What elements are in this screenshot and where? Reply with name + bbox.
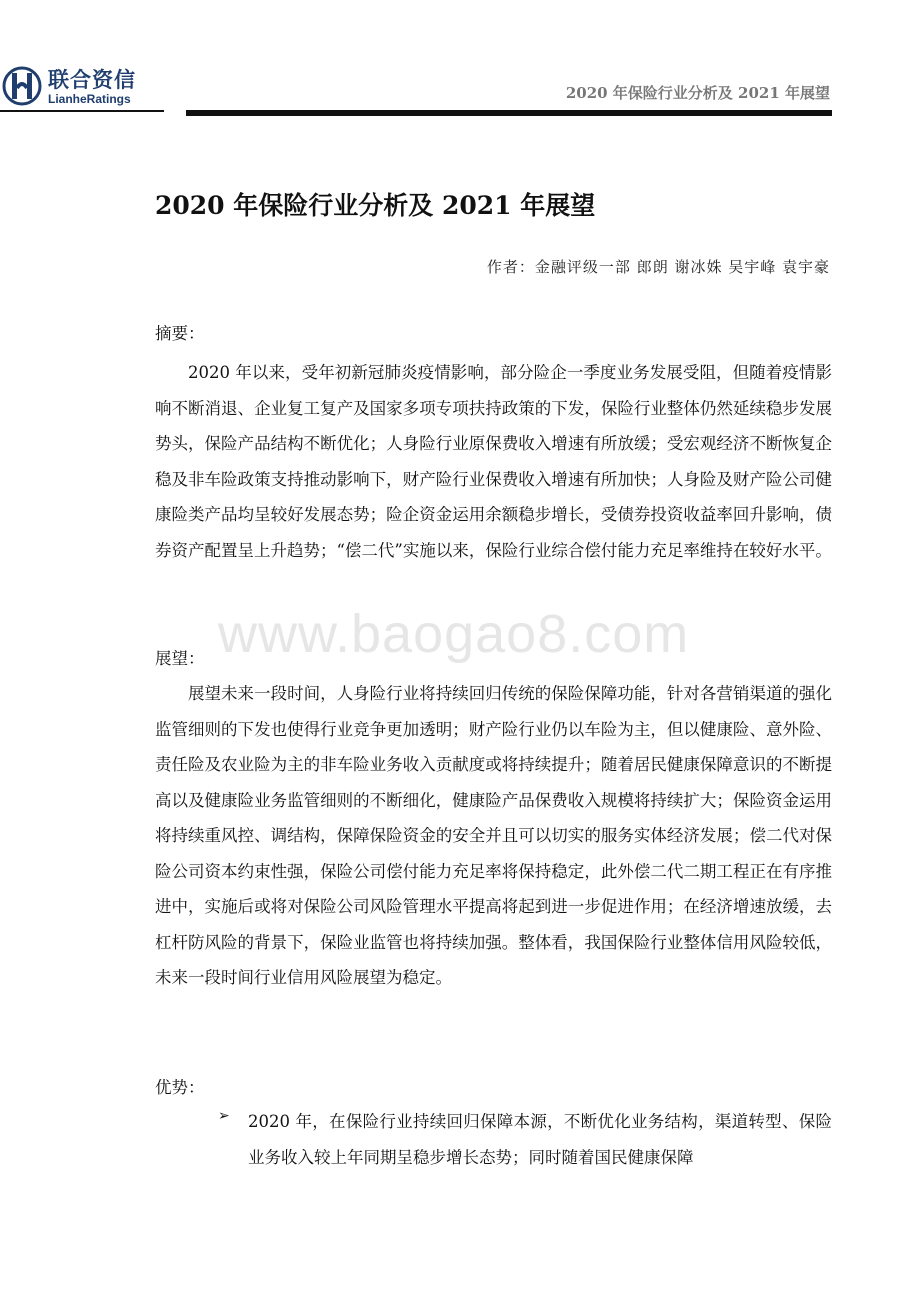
lianhe-logo-icon: [2, 66, 42, 106]
advantage-item-text: 2020 年，在保险行业持续回归保障本源，不断优化业务结构，渠道转型、保险业务收入较上年同期呈稳步增长态势；同时随着国民健康保障: [248, 1112, 832, 1167]
page-header: [0, 0, 920, 120]
arrow-bullet-icon: ➢: [218, 1108, 230, 1124]
document-title: 2020 年保险行业分析及 2021 年展望: [155, 191, 596, 220]
outlook-heading: 展望：: [155, 649, 205, 668]
header-rule-right: [186, 110, 832, 116]
watermark-text: www.baogao8.com: [218, 604, 690, 664]
abstract-paragraph: 2020 年以来，受年初新冠肺炎疫情影响，部分险企一季度业务发展受阻，但随着疫情影响不断消退、企业复工复产及国家多项专项扶持政策的下发，保险行业整体仍然延续稳步发展势头，保险产品结构不断优化；人身险行业原保费收入增速有所放缓；受宏观经济不断恢复企稳及非车险政策支持推动影响下，财产险行业保费收入增速有所加快；人身险及财产险公司健康险类产品均呈较好发展态势；险企资金运用余额稳步增长，受债券投资收益率回升影响，债券资产配置呈上升趋势；“偿二代”实施以来，保险行业综合偿付能力充足率维持在较好水平。: [155, 363, 832, 560]
author-line: 作者：金融评级一部 郎朗 谢冰姝 吴宇峰 袁宇豪: [486, 258, 830, 276]
abstract-heading: 摘要：: [155, 324, 205, 343]
advantages-heading: 优势：: [155, 1078, 205, 1097]
header-rule-left: [0, 110, 164, 112]
logo-text-en: LianheRatings: [48, 92, 131, 106]
running-header-title: 2020 年保险行业分析及 2021 年展望: [565, 84, 830, 102]
logo-text-cn: 联合资信: [48, 68, 136, 92]
outlook-paragraph: 展望未来一段时间，人身险行业将持续回归传统的保险保障功能，针对各营销渠道的强化监管细则的下发也使得行业竞争更加透明；财产险行业仍以车险为主，但以健康险、意外险、责任险及农业险为主的非车险业务收入贡献度或将持续提升；随着居民健康保障意识的不断提高以及健康险业务监管细则的不断细化，健康险产品保费收入规模将持续扩大；保险资金运用将持续重风控、调结构，保障保险资金的安全并且可以切实的服务实体经济发展；偿二代对保险公司资本约束性强，保险公司偿付能力充足率将保持稳定，此外偿二代二期工程正在有序推进中，实施后或将对保险公司风险管理水平提高将起到进一步促进作用；在经济增速放缓，去杠杆防风险的背景下，保险业监管也将持续加强。整体看，我国保险行业整体信用风险较低，未来一段时间行业信用风险展望为稳定。: [155, 684, 832, 987]
